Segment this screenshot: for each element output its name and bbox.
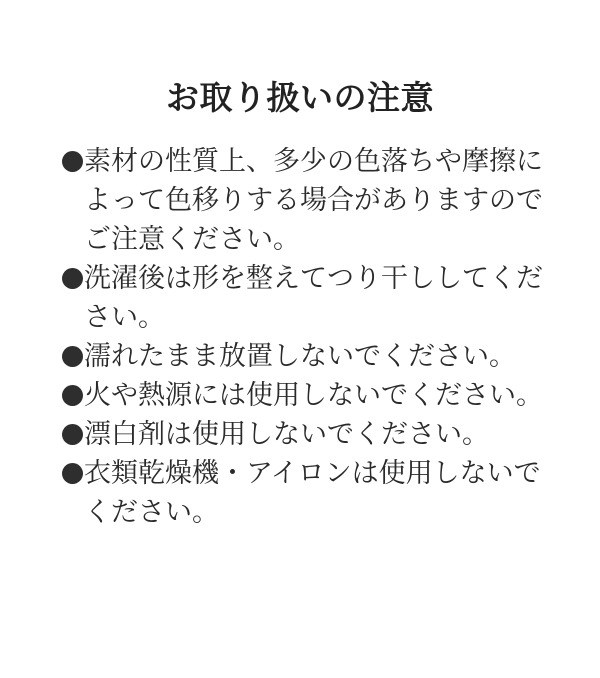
list-item bbox=[62, 415, 570, 454]
item-line: 漂白剤は使用しないでください。 bbox=[84, 419, 489, 449]
care-label-page bbox=[0, 78, 600, 678]
item-line: 素材の性質上、多少の色落ちや摩擦に bbox=[84, 146, 543, 176]
bullet-icon bbox=[62, 463, 83, 484]
bullet-icon bbox=[62, 346, 83, 367]
item-line: 濡れたまま放置しないでください。 bbox=[84, 341, 516, 371]
item-line: よって色移りする場合がありますので bbox=[84, 185, 543, 215]
bullet-icon bbox=[62, 424, 83, 445]
item-line: さい。 bbox=[84, 302, 165, 332]
list-item bbox=[62, 337, 570, 376]
list-item-text bbox=[84, 142, 543, 259]
page-title: お取り扱いの注意 bbox=[166, 79, 434, 116]
list-item bbox=[62, 454, 570, 532]
item-line: 火や熱源には使用しないでください。 bbox=[84, 380, 543, 410]
list-item bbox=[62, 142, 570, 259]
item-line: ください。 bbox=[84, 497, 219, 527]
list-item-text bbox=[84, 454, 541, 532]
item-line: 洗濯後は形を整えてつり干ししてくだ bbox=[84, 263, 543, 293]
list-item-text bbox=[84, 415, 489, 454]
list-item bbox=[62, 259, 570, 337]
bullet-icon bbox=[62, 268, 83, 289]
bullet-icon bbox=[62, 385, 83, 406]
item-line: ご注意ください。 bbox=[84, 224, 300, 254]
bullet-icon bbox=[62, 151, 83, 172]
list-item-text bbox=[84, 376, 543, 415]
list-item-text bbox=[84, 259, 543, 337]
item-line: 衣類乾燥機・アイロンは使用しないで bbox=[84, 458, 541, 488]
list-item bbox=[62, 376, 570, 415]
care-instruction-list bbox=[62, 142, 570, 532]
list-item-text bbox=[84, 337, 516, 376]
